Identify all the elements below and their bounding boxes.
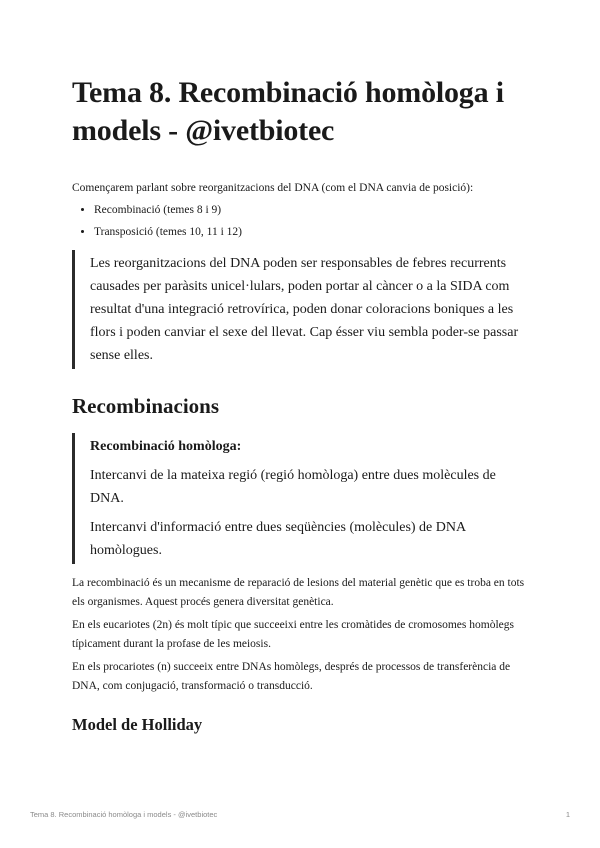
- definition-block: [72, 433, 532, 564]
- body-paragraph: La recombinació és un mecanisme de reparació de lesions del material genètic que es troba en tots els organismes. Aquest procés genera diversitat genètica.: [72, 577, 525, 608]
- footer-text: Tema 8. Recombinació homòloga i models - @ivetbiotec: [30, 810, 218, 819]
- page-number: 1: [565, 810, 570, 819]
- topic-list: [72, 202, 532, 240]
- intro-paragraph: Començarem parlant sobre reorganitzacions del DNA (com el DNA canvia de posició):: [72, 182, 474, 194]
- body-paragraph: En els procariotes (n) succeeix entre DNAs homòlegs, després de processos de transferència de DNA, com conjugació, transformació o transducció.: [72, 661, 511, 692]
- section-heading: Recombinacions: [72, 394, 219, 418]
- list-item: • Recombinació (temes 8 i 9): [94, 202, 532, 218]
- quote-text: Les reorganitzacions del DNA poden ser responsables de febres recurrents causades per paràsits unicel·lulars, poden portar al càncer o a la SIDA com resultat d'una integració retrovírica, poden donar coloracions boniques a les flors i poden canviar el sexe del llevat. Cap ésser viu sembla poder-se passar sense elles.: [90, 256, 519, 363]
- page-title: Tema 8. Recombinació homòloga i models - @ivetbiotec: [72, 76, 504, 147]
- body-paragraph: En els eucariotes (2n) és molt típic que succeeixi entre les cromàtides de cromosomes homòlegs típicament durant la profase de les meiosis.: [72, 619, 514, 650]
- definition-line: Intercanvi d'informació entre dues seqüències (molècules) de DNA homòlogues.: [90, 520, 466, 558]
- page-footer: [30, 810, 570, 819]
- definition-line: Intercanvi de la mateixa regió (regió homòloga) entre dues molècules de DNA.: [90, 468, 496, 506]
- document-body: [72, 74, 532, 736]
- definition-title: Recombinació homòloga:: [90, 439, 242, 454]
- subsection-heading: Model de Holliday: [72, 715, 203, 734]
- quote-block: [72, 250, 532, 369]
- list-item: • Transposició (temes 10, 11 i 12): [94, 224, 532, 240]
